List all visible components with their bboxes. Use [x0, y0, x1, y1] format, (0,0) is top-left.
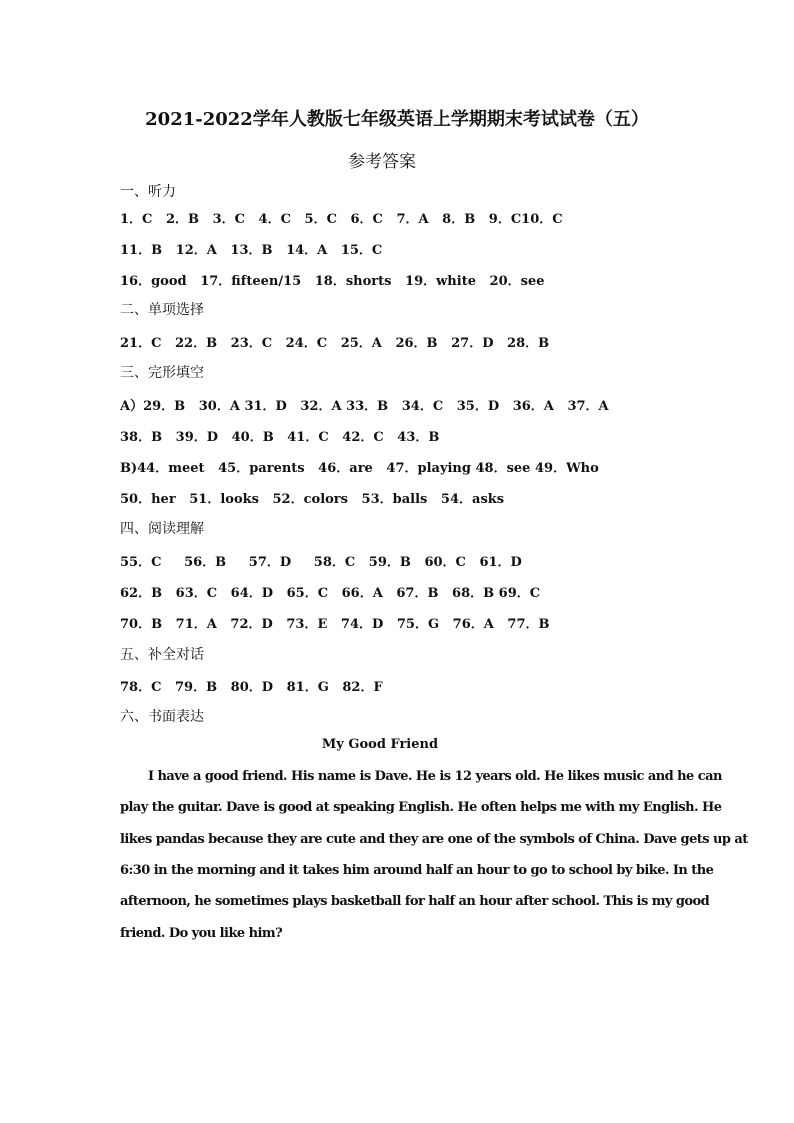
answer-line: A）29．B 30．A 31．D 32．A 33．B 34．C 35．D 36．A 37．A: [120, 399, 609, 414]
section-heading-dialogue: 五、补全对话: [120, 647, 204, 663]
answer-line: 50．her 51．looks 52．colors 53．balls 54．asks: [120, 492, 505, 507]
essay-line: 6:30 in the morning and it takes him around half an hour to go to school by bike. In the: [120, 863, 714, 878]
answer-line: 1．C 2．B 3．C 4．C 5．C 6．C 7．A 8．B 9．C10．C: [120, 212, 563, 227]
answer-line: 70．B 71．A 72．D 73．E 74．D 75．G 76．A 77．B: [120, 617, 550, 632]
page-subtitle: 参考答案: [348, 152, 416, 172]
section-heading-writing: 六、书面表达: [120, 709, 204, 725]
essay-line: play the guitar. Dave is good at speaking English. He often helps me with my English. He: [120, 800, 722, 815]
answer-line: 78．C 79．B 80．D 81．G 82．F: [120, 680, 383, 695]
section-heading-cloze: 三、完形填空: [120, 365, 204, 381]
answer-line: 21．C 22．B 23．C 24．C 25．A 26．B 27．D 28．B: [120, 336, 550, 351]
essay-title: My Good Friend: [321, 737, 439, 752]
answer-line: 38．B 39．D 40．B 41．C 42．C 43．B: [120, 430, 440, 445]
section-heading-reading: 四、阅读理解: [120, 521, 204, 537]
essay-line: friend. Do you like him?: [120, 926, 283, 941]
answer-line: 55．C 56．B 57．D 58．C 59．B 60．C 61．D: [120, 555, 522, 570]
page-title: 2021-2022学年人教版七年级英语上学期期末考试试卷（五）: [145, 109, 649, 130]
essay-line: likes pandas because they are cute and they are one of the symbols of China. Dave gets up at: [120, 832, 748, 847]
section-heading-listening: 一、听力: [120, 184, 176, 200]
essay-line: afternoon, he sometimes plays basketball for half an hour after school. This is my good: [120, 894, 710, 909]
section-heading-single-choice: 二、单项选择: [120, 302, 204, 318]
answer-line: 16．good 17．fifteen/15 18．shorts 19．white 20．see: [120, 274, 545, 289]
answer-line: B)44．meet 45．parents 46．are 47．playing 48．see 49．Who: [120, 461, 599, 476]
answer-line: 11．B 12．A 13．B 14．A 15．C: [120, 243, 383, 258]
essay-line: I have a good friend. His name is Dave. He is 12 years old. He likes music and he can: [148, 769, 722, 784]
answer-line: 62．B 63．C 64．D 65．C 66．A 67．B 68．B 69．C: [120, 586, 541, 601]
